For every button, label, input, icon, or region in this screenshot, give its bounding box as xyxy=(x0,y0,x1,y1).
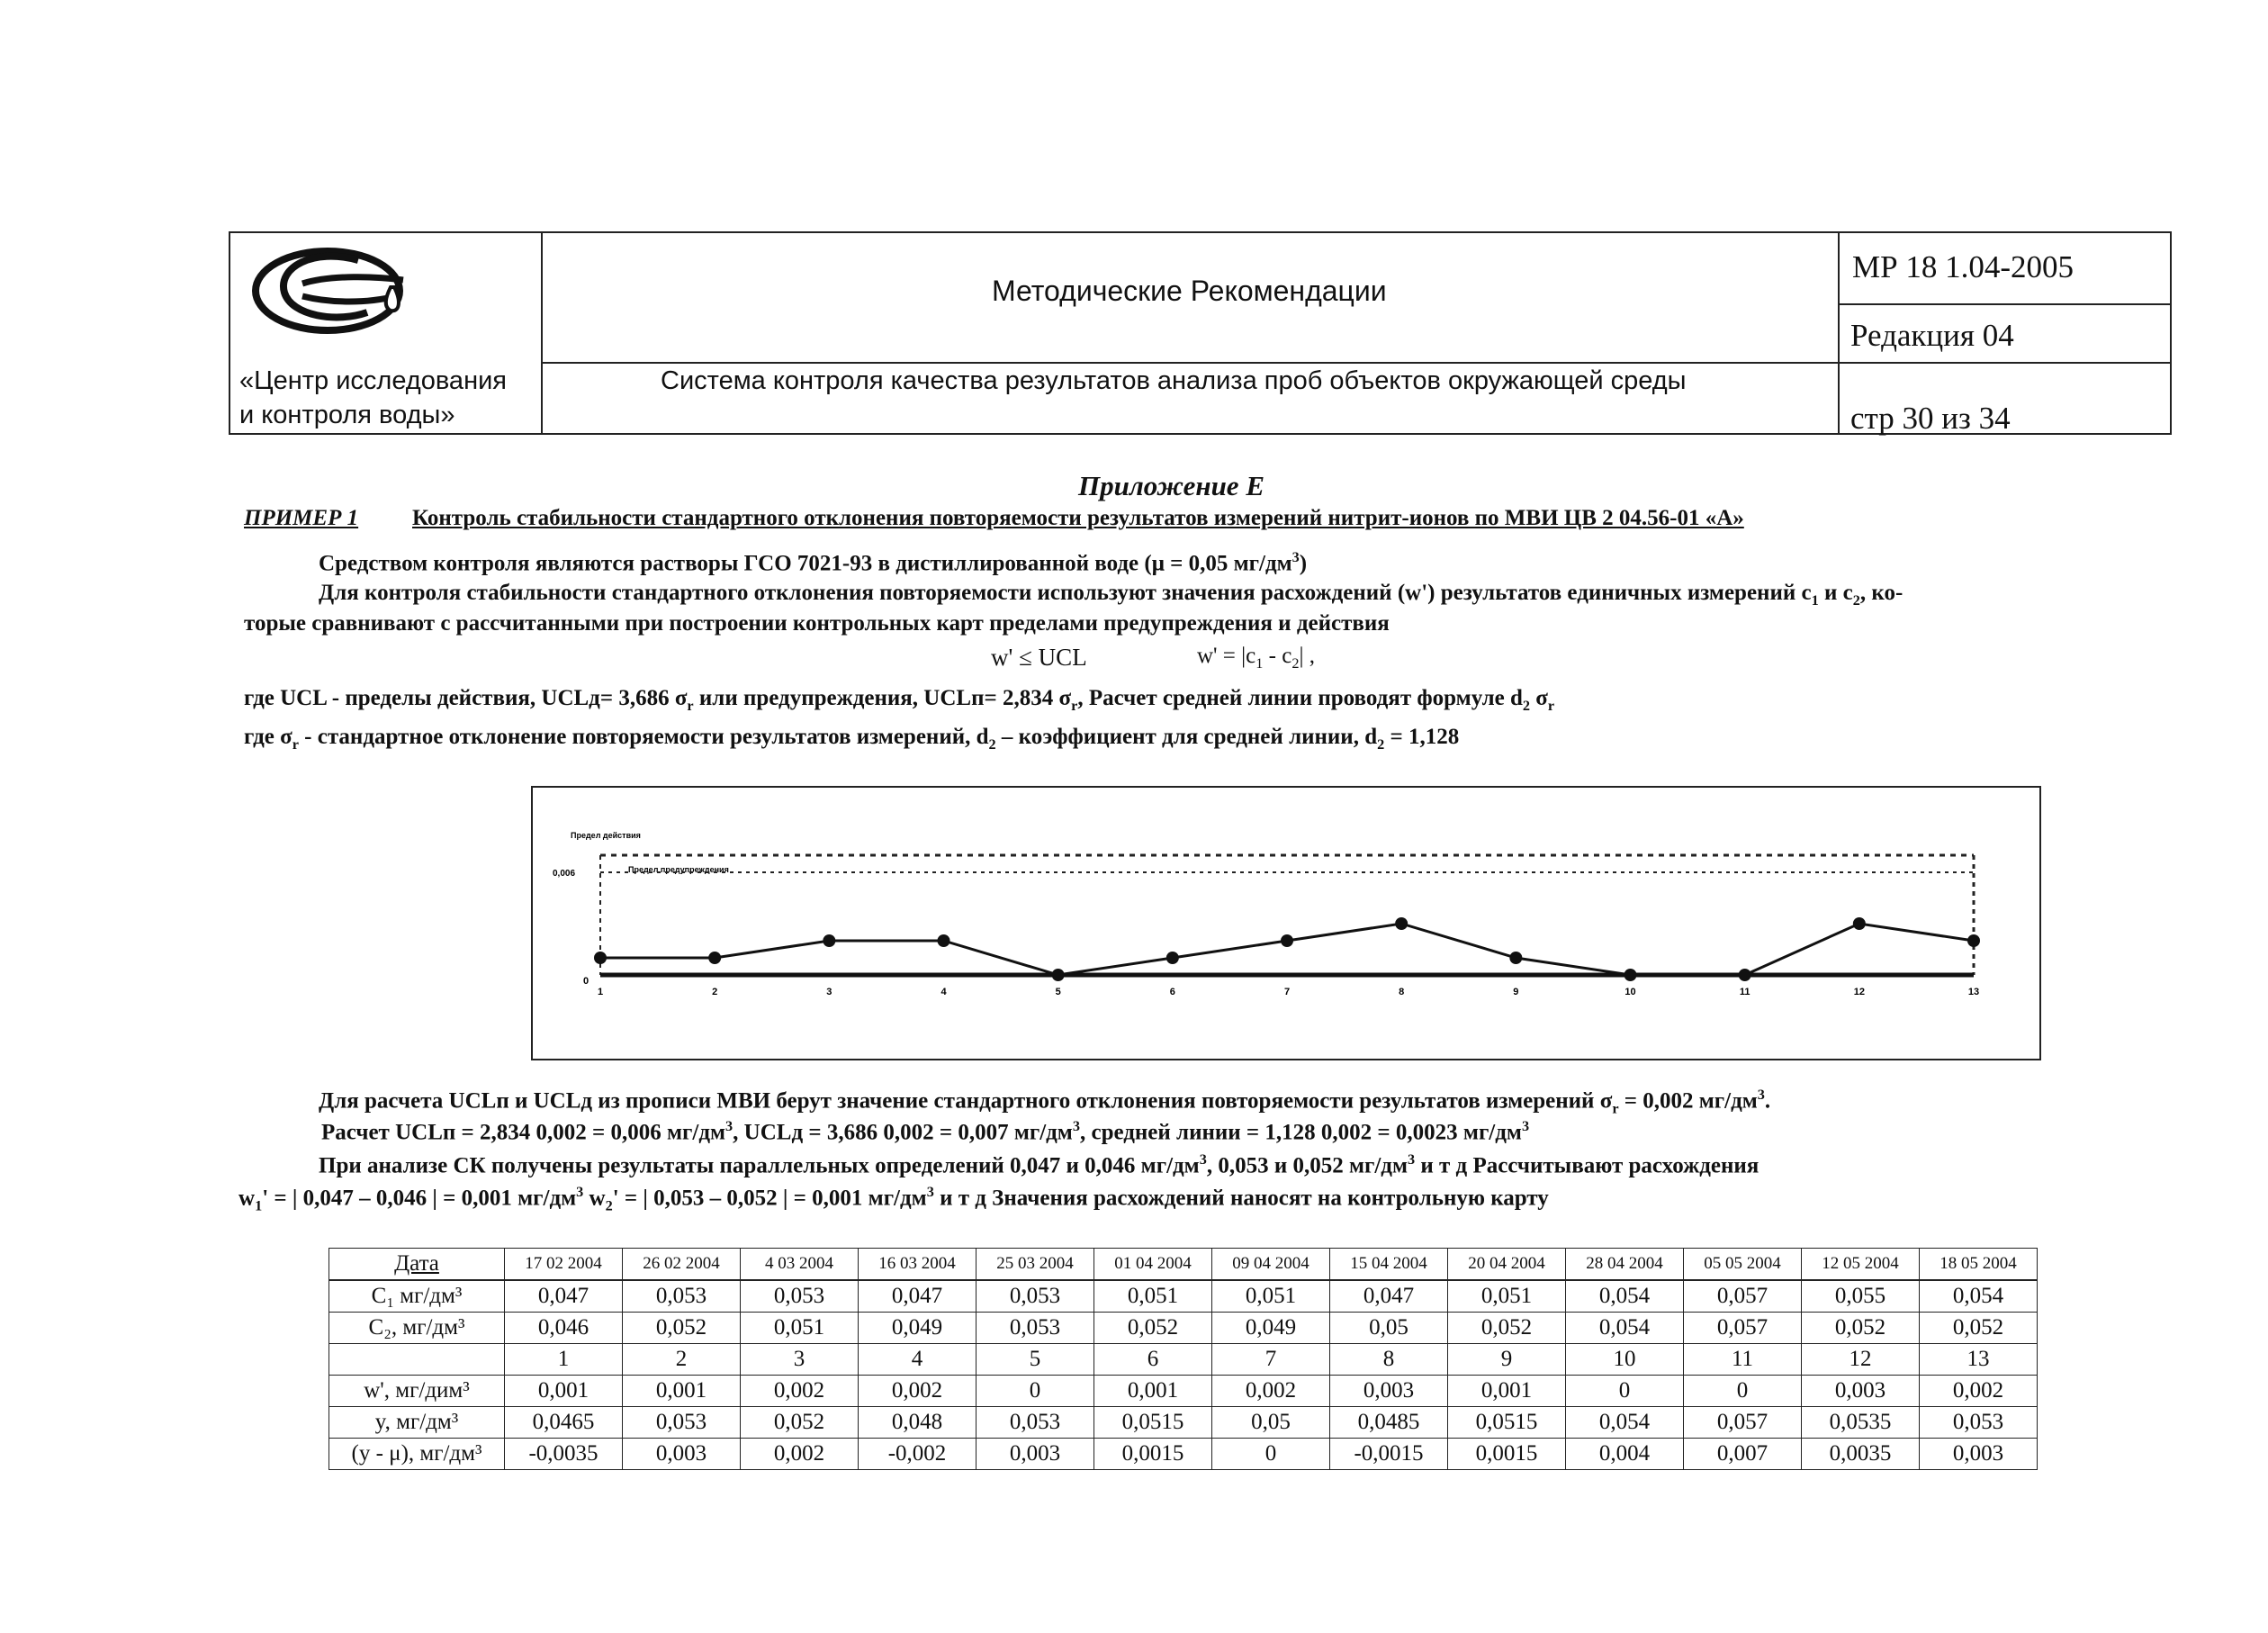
table-cell: 0,0015 xyxy=(1094,1439,1212,1470)
paragraph-sigma-definition: где $\sigma_r$ - стандартное отклонение повторяемости результатов измерений, $d_2$ – коэффициент для средней линии, $d_2 = 1,128$ xyxy=(244,725,1460,753)
table-cell: 0,057 xyxy=(1684,1407,1802,1439)
x-tick-label: 4 xyxy=(940,987,947,997)
table-cell: 25 03 2004 xyxy=(976,1249,1094,1281)
paragraph-ucl-source: Для расчета UCLп и UCLд из прописи МВИ берут значение стандартного отклонения повторяемости результатов измерений $\sigma_r = 0,002$ $мг/дм^3$. xyxy=(319,1087,1771,1117)
table-cell: 0,001 xyxy=(505,1376,623,1407)
table-cell: 0,047 xyxy=(859,1280,976,1313)
table-cell: 0,051 xyxy=(1448,1280,1566,1313)
table-cell: 0,003 xyxy=(1920,1439,2038,1470)
table-cell: 0,057 xyxy=(1684,1280,1802,1313)
table-cell: 12 05 2004 xyxy=(1802,1249,1920,1281)
table-cell: 17 02 2004 xyxy=(505,1249,623,1281)
header-divider-mid xyxy=(541,362,1838,364)
example-title: Контроль стабильности стандартного отклонения повторяемости результатов измерений нитрит-ионов по МВИ ЦВ 2 04.56-01 «А» xyxy=(412,506,1744,530)
data-point xyxy=(823,934,835,947)
x-tick-label: 13 xyxy=(1967,987,1980,997)
row-header: C₁ мг/дм³ xyxy=(329,1280,505,1313)
x-tick-label: 7 xyxy=(1283,987,1291,997)
data-point xyxy=(1281,934,1293,947)
table-cell: 0,053 xyxy=(623,1280,741,1313)
paragraph-parallel-results: При анализе СК получены результаты параллельных определений 0,047 и 0,046 $мг/дм^3$, 0,053 и 0,052 $мг/дм^3$ и т д Рассчитывают расхождения xyxy=(319,1151,1760,1178)
table-cell: 0,003 xyxy=(1330,1376,1448,1407)
y-zero-label: 0 xyxy=(583,976,590,987)
document-revision: Редакция 04 xyxy=(1850,318,2014,353)
table-cell: 0,051 xyxy=(1094,1280,1212,1313)
data-point xyxy=(938,934,950,947)
row-header: w', мг/дим³ xyxy=(329,1376,505,1407)
table-cell: 0,057 xyxy=(1684,1313,1802,1344)
table-cell: 0,052 xyxy=(623,1313,741,1344)
table-cell: 5 xyxy=(976,1344,1094,1376)
table-cell: 0,054 xyxy=(1566,1313,1684,1344)
table-cell: 0,004 xyxy=(1566,1439,1684,1470)
table-cell: 4 03 2004 xyxy=(741,1249,859,1281)
table-cell: 18 05 2004 xyxy=(1920,1249,2038,1281)
table-cell: -0,0015 xyxy=(1330,1439,1448,1470)
table-cell: 20 04 2004 xyxy=(1448,1249,1566,1281)
table-cell: 05 05 2004 xyxy=(1684,1249,1802,1281)
table-cell: 3 xyxy=(741,1344,859,1376)
table-cell: 0,047 xyxy=(505,1280,623,1313)
table-cell: 8 xyxy=(1330,1344,1448,1376)
table-cell: 16 03 2004 xyxy=(859,1249,976,1281)
document-code: МР 18 1.04-2005 xyxy=(1852,249,2074,284)
table-cell: 0,053 xyxy=(623,1407,741,1439)
x-tick-label: 10 xyxy=(1624,987,1636,997)
table-cell: 0,053 xyxy=(976,1407,1094,1439)
control-chart-plot xyxy=(533,788,2039,1059)
data-point xyxy=(1166,952,1179,964)
table-cell: 0,0535 xyxy=(1802,1407,1920,1439)
paragraph-stability-control: Для контроля стабильности стандартного отклонения повторяемости используют значения расхождений (w') результатов единичных измерений $c_1$ и $c_2$, ко- xyxy=(319,581,1904,609)
document-title: Методические Рекомендации xyxy=(992,275,1387,307)
w-row xyxy=(329,1376,2038,1407)
table-cell: 0 xyxy=(976,1376,1094,1407)
table-cell: 0,0485 xyxy=(1330,1407,1448,1439)
table-cell: 0,003 xyxy=(1802,1376,1920,1407)
table-cell: 0,001 xyxy=(1448,1376,1566,1407)
header-divider-rev xyxy=(1838,362,2170,364)
table-cell: 0,046 xyxy=(505,1313,623,1344)
table-cell: 0,0015 xyxy=(1448,1439,1566,1470)
table-cell: 0,052 xyxy=(1448,1313,1566,1344)
table-cell: 0,048 xyxy=(859,1407,976,1439)
c1-row xyxy=(329,1280,2038,1313)
formula-inequality: w' ≤ UCL xyxy=(991,644,1087,671)
table-cell: 0,049 xyxy=(1212,1313,1330,1344)
table-cell: 0,053 xyxy=(741,1280,859,1313)
data-point xyxy=(708,952,721,964)
organization-name-line1: «Центр исследования xyxy=(239,366,507,395)
action-limit-label: Предел действия xyxy=(571,831,641,840)
table-cell: 0,054 xyxy=(1920,1280,2038,1313)
table-cell: 0,002 xyxy=(859,1376,976,1407)
table-cell: 0,052 xyxy=(1094,1313,1212,1344)
table-cell: 0,05 xyxy=(1330,1313,1448,1344)
y-minus-mu-row xyxy=(329,1439,2038,1470)
page-number: стр 30 из 34 xyxy=(1850,401,2011,436)
table-cell: 0,054 xyxy=(1566,1280,1684,1313)
table-cell: 13 xyxy=(1920,1344,2038,1376)
table-cell: 0,0515 xyxy=(1448,1407,1566,1439)
table-cell: 0,052 xyxy=(1802,1313,1920,1344)
data-point xyxy=(1967,934,1980,947)
table-cell: 1 xyxy=(505,1344,623,1376)
document-header xyxy=(229,231,2172,435)
table-cell: 0,007 xyxy=(1684,1439,1802,1470)
table-cell: 0,002 xyxy=(741,1376,859,1407)
table-cell: 0,003 xyxy=(623,1439,741,1470)
table-cell: 6 xyxy=(1094,1344,1212,1376)
header-divider-right xyxy=(1838,233,1840,433)
data-point xyxy=(1509,952,1522,964)
table-cell: 0,049 xyxy=(859,1313,976,1344)
table-cell: 0,051 xyxy=(1212,1280,1330,1313)
table-cell: 0,05 xyxy=(1212,1407,1330,1439)
table-cell: 0,047 xyxy=(1330,1280,1448,1313)
document-subtitle: Система контроля качества результатов анализа проб объектов окружающей среды xyxy=(661,366,1687,395)
table-cell: 7 xyxy=(1212,1344,1330,1376)
paragraph-control-solutions: Средством контроля являются растворы ГСО 7021-93 в дистиллированной воде (μ = 0,05 $мг/дм^3$) xyxy=(319,549,1308,576)
table-cell: 12 xyxy=(1802,1344,1920,1376)
appendix-title: Приложение Е xyxy=(1078,470,1264,501)
table-cell: 0,001 xyxy=(623,1376,741,1407)
x-tick-label: 5 xyxy=(1055,987,1061,997)
data-point xyxy=(1853,917,1866,930)
index-row xyxy=(329,1344,2038,1376)
organization-logo-icon xyxy=(250,240,412,338)
formula-difference: $w' = |c_1 - c_2|$ , xyxy=(1197,644,1315,672)
table-cell: 0 xyxy=(1684,1376,1802,1407)
paragraph-stability-control-cont: торые сравнивают с рассчитанными при построении контрольных карт пределами предупреждения и действия xyxy=(244,611,1390,636)
header-divider-left xyxy=(541,233,543,433)
table-cell: 0,053 xyxy=(1920,1407,2038,1439)
table-cell: 0,002 xyxy=(741,1439,859,1470)
table-cell: 0,055 xyxy=(1802,1280,1920,1313)
paragraph-ucl-calculation: Расчет UCLп = 2,834 0,002 = 0,006 $мг/дм^3$, UCLд = 3,686 0,002 = 0,007 $мг/дм^3$, средней линии = 1,128 0,002 = 0,0023 $мг/дм^3$ xyxy=(321,1118,1530,1145)
date-row xyxy=(329,1249,2038,1281)
table-cell: 0,051 xyxy=(741,1313,859,1344)
table-cell: 0,002 xyxy=(1212,1376,1330,1407)
x-tick-label: 2 xyxy=(712,987,718,997)
table-cell: 0,053 xyxy=(976,1313,1094,1344)
x-tick-label: 3 xyxy=(826,987,832,997)
results-table xyxy=(328,1248,2038,1470)
row-header: C₂, мг/дм³ xyxy=(329,1313,505,1344)
row-header: (y - μ), мг/дм³ xyxy=(329,1439,505,1470)
table-cell: 0,0465 xyxy=(505,1407,623,1439)
table-cell: 0,0035 xyxy=(1802,1439,1920,1470)
table-cell: 0,0515 xyxy=(1094,1407,1212,1439)
paragraph-ucl-definition: где UCL - пределы действия, UCLд= 3,686 $\sigma_r$ или предупреждения, UCLп= 2,834 $\sigma_r$, Расчет средней линии проводят формуле $d_2$ $\sigma_r$ xyxy=(244,686,1555,714)
x-tick-label: 8 xyxy=(1399,987,1405,997)
warning-limit-label: Предел предупреждения xyxy=(628,865,729,874)
table-cell: 0,001 xyxy=(1094,1376,1212,1407)
y-tick-label: 0,006 xyxy=(553,869,576,879)
table-cell: 09 04 2004 xyxy=(1212,1249,1330,1281)
row-header: y, мг/дм³ xyxy=(329,1407,505,1439)
data-point xyxy=(1739,969,1751,981)
row-header xyxy=(329,1344,505,1376)
table-cell: 4 xyxy=(859,1344,976,1376)
data-point xyxy=(1395,917,1408,930)
table-cell: 11 xyxy=(1684,1344,1802,1376)
table-cell: -0,0035 xyxy=(505,1439,623,1470)
table-cell: 0,052 xyxy=(741,1407,859,1439)
table-cell: 10 xyxy=(1566,1344,1684,1376)
row-header: Дата xyxy=(329,1249,505,1281)
table-cell: 0 xyxy=(1212,1439,1330,1470)
data-point xyxy=(1624,969,1637,981)
header-divider-code xyxy=(1838,303,2170,305)
table-cell: 26 02 2004 xyxy=(623,1249,741,1281)
table-cell: 0,052 xyxy=(1920,1313,2038,1344)
table-cell: 01 04 2004 xyxy=(1094,1249,1212,1281)
example-label: ПРИМЕР 1 xyxy=(244,506,359,530)
series-line xyxy=(600,924,1974,975)
x-tick-label: 11 xyxy=(1739,987,1750,997)
table-cell: 0,002 xyxy=(1920,1376,2038,1407)
c2-row xyxy=(329,1313,2038,1344)
table-cell: 2 xyxy=(623,1344,741,1376)
data-point xyxy=(594,952,607,964)
table-cell: 15 04 2004 xyxy=(1330,1249,1448,1281)
organization-name-line2: и контроля воды» xyxy=(239,401,455,429)
table-cell: -0,002 xyxy=(859,1439,976,1470)
x-tick-label: 9 xyxy=(1513,987,1519,997)
table-cell: 0,054 xyxy=(1566,1407,1684,1439)
y-row xyxy=(329,1407,2038,1439)
table-cell: 9 xyxy=(1448,1344,1566,1376)
control-chart xyxy=(531,786,2041,1060)
data-point xyxy=(1052,969,1065,981)
paragraph-difference-calculation: $w_1'$ = | 0,047 – 0,046 | = 0,001 $мг/дм^3$ $w_2'$ = | 0,053 – 0,052 | = 0,001 $мг/дм^3$ и т д Значения расхождений наносят на контрольную карту xyxy=(238,1184,1549,1214)
x-tick-label: 12 xyxy=(1853,987,1865,997)
table-cell: 28 04 2004 xyxy=(1566,1249,1684,1281)
x-tick-label: 1 xyxy=(597,987,604,997)
table-cell: 0,003 xyxy=(976,1439,1094,1470)
table-cell: 0,053 xyxy=(976,1280,1094,1313)
table-cell: 0 xyxy=(1566,1376,1684,1407)
x-tick-label: 6 xyxy=(1169,987,1175,997)
